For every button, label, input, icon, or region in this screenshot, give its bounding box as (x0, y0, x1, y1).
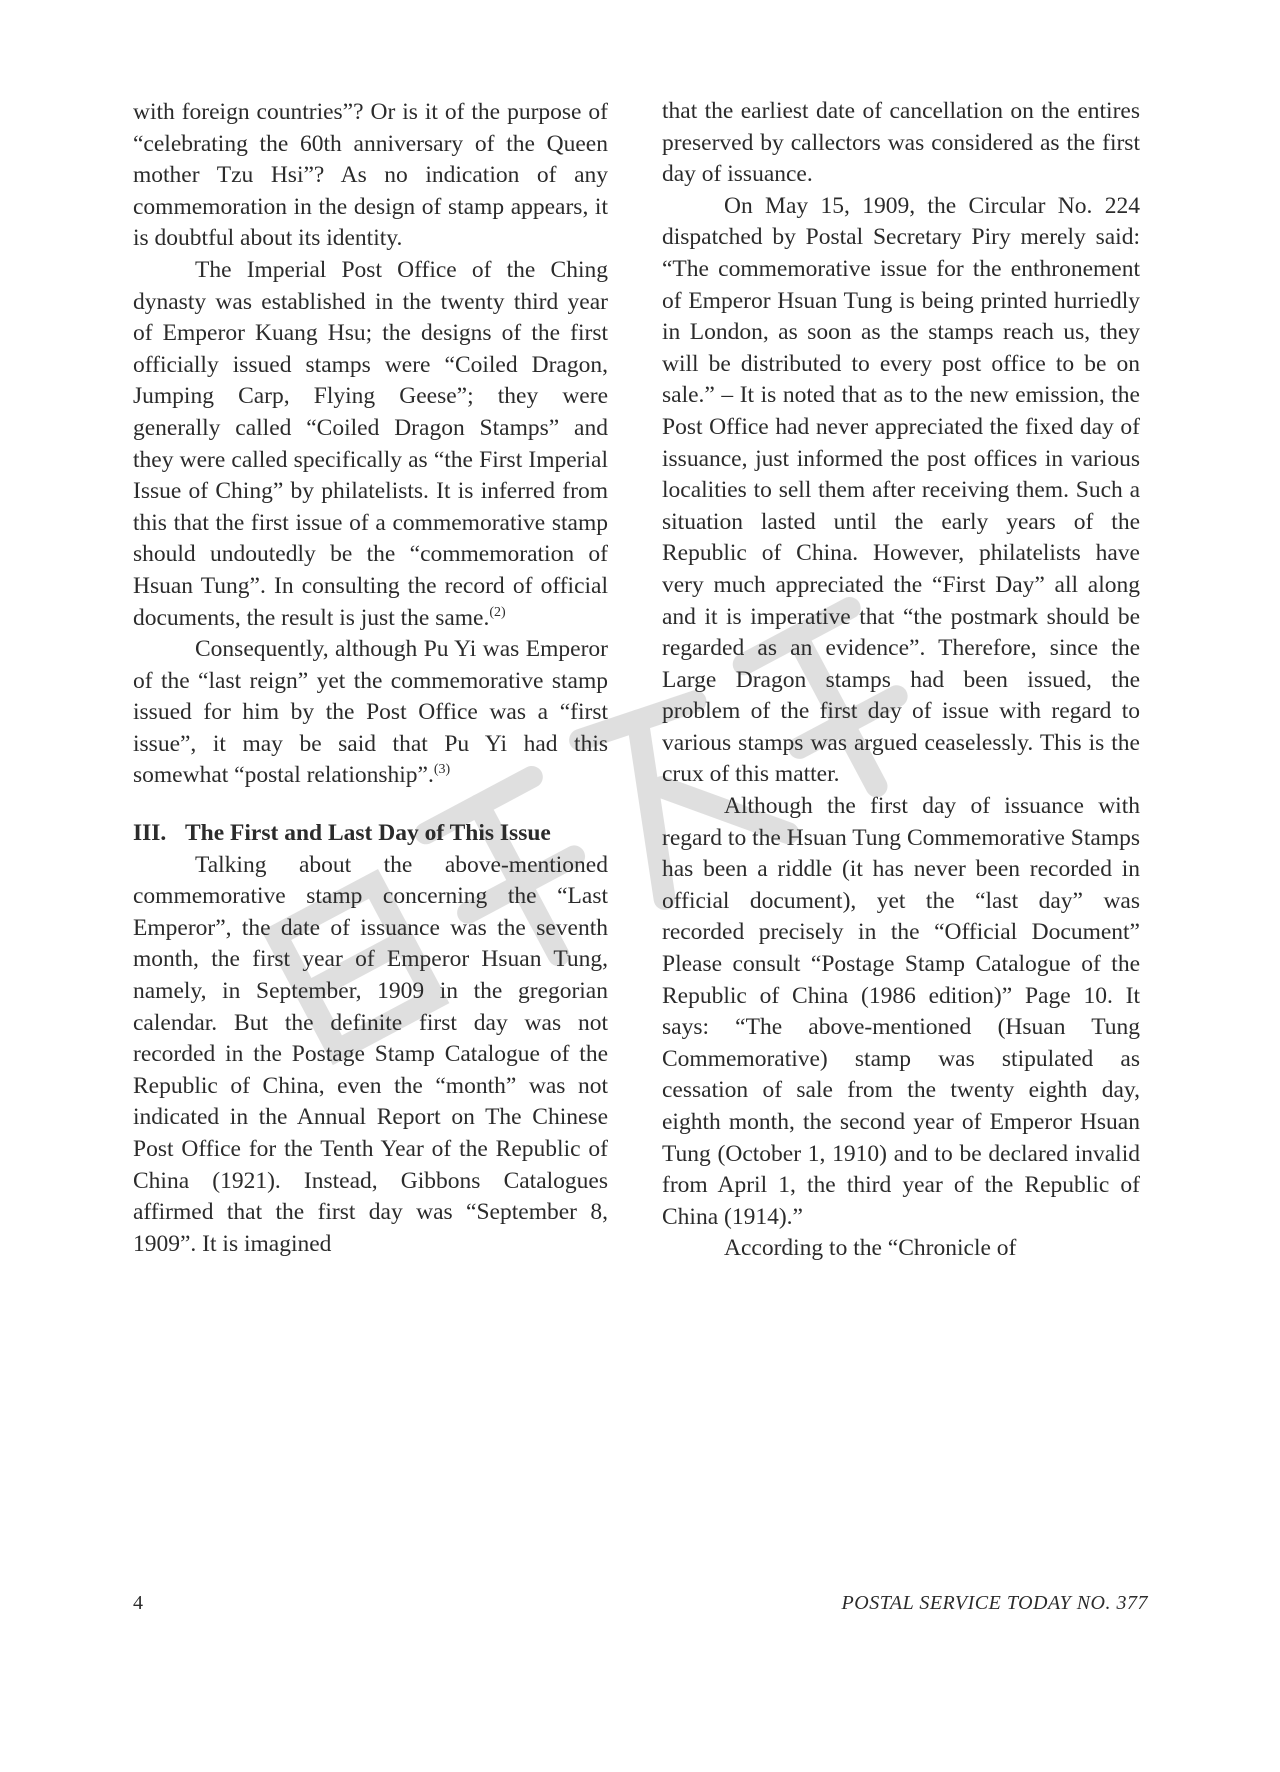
right-paragraph-1: that the earliest date of cancellation on the entires preserved by callectors was considered as the first day of issuance. (662, 98, 1140, 188)
page-number: 4 (133, 1592, 143, 1614)
footnote-ref-3: (3) (433, 762, 451, 778)
footnote-ref-2: (2) (489, 604, 506, 620)
right-column (662, 96, 1140, 1265)
left-paragraph-2-text: The Imperial Post Office of the Ching dynasty was established in the twenty third year of Emperor Kuang Hsu; the designs of the first officially issued stamps were “Coiled Dragon, Jumping Carp, Flying Geese”; they were generally called “Coiled Dragon Stamps” and they were called specifically as “the First Imperial Issue of Ching” by philatelists. It is inferred from this that the first issue of a commemorative stamp should undoutedly be the “commemoration of Hsuan Tung”. In consulting the record of official documents, the result is just the same. (133, 256, 608, 631)
right-paragraph-3: Although the first day of issuance with regard to the Hsuan Tung Commemorative Stamps has been a riddle (it has never been recorded in official document), yet the “last day” was recorded precisely in the “Official Document” Please consult “Postage Stamp Catalogue of the Republic of China (1986 edition)” Page 10. It says: “The above-mentioned (Hsuan Tung Commemorative) stamp was stipulated as cessation of sale from the twenty eighth day, eighth month, the second year of Emperor Hsuan Tung (October 1, 1910) and to be declared invalid from April 1, the third year of the Republic of China (1914).” (662, 793, 1140, 1230)
left-paragraph-3-text: Consequently, although Pu Yi was Emperor of the “last reign” yet the commemorative stamp issued for him by the Post Office was a “first issue”, it may be said that Pu Yi had this somewhat “postal relationship”. (133, 636, 608, 789)
left-column (133, 97, 608, 1260)
right-paragraph-4: According to the “Chronicle of (724, 1235, 1017, 1262)
section-title: The First and Last Day of This Issue (185, 820, 551, 847)
section-heading (133, 818, 608, 850)
left-paragraph-4: Talking about the above-mentioned commemorative stamp concerning the “Last Emperor”, the date of issuance was the seventh month, the first year of Emperor Hsuan Tung, namely, in September, 1909 in the gregorian calendar. But the definite first day was not recorded in the Postage Stamp Catalogue of the Republic of China, even the “month” was not indicated in the Annual Report on The Chinese Post Office for the Tenth Year of the Republic of China (1921). Instead, Gibbons Catalogues affirmed that the first day was “September 8, 1909”. It is imagined (133, 851, 608, 1257)
left-paragraph-3 (133, 634, 608, 792)
journal-title: POSTAL SERVICE TODAY NO. 377 (841, 1592, 1148, 1614)
right-paragraph-2: On May 15, 1909, the Circular No. 224 dispatched by Postal Secretary Piry merely said: “The commemorative issue for the enthronement of Emperor Hsuan Tung is being printed hurriedly in London, as soon as the stamps reach us, they will be distributed to every post office to be on sale.” – It is noted that as to the new emission, the Post Office had never appreciated the fixed day of issuance, just informed the post offices in various localities to sell them after receiving them. Such a situation lasted until the early years of the Republic of China. However, philatelists have very much appreciated the “First Day” all along and it is imperative that “the postmark should be regarded as an evidence”. Therefore, since the Large Dragon stamps had been issued, the problem of the first day of issue with regard to various stamps was argued ceaselessly. This is the crux of this matter. (662, 192, 1140, 788)
section-number: III. (133, 820, 167, 847)
left-paragraph-2 (133, 255, 608, 634)
left-paragraph-1: with foreign countries”? Or is it of the purpose of “celebrating the 60th anniversary of the Queen mother Tzu Hsi”? As no indication of any commemoration in the design of stamp appears, it is doubtful about its identity. (133, 99, 608, 252)
